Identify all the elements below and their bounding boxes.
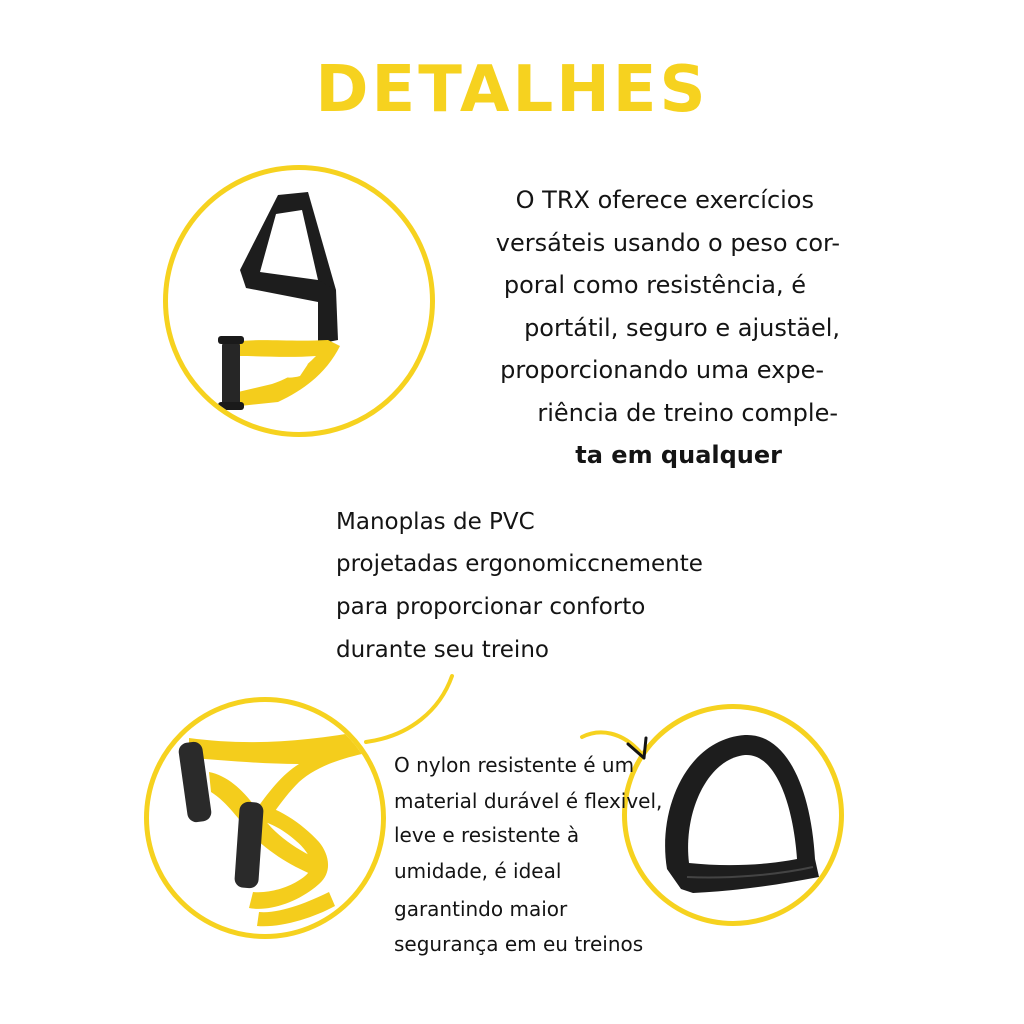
- handles-line: projetadas ergonomiccnemente: [336, 551, 703, 577]
- curved-arrow: [582, 732, 646, 758]
- handles-line: durante seu treino: [336, 637, 549, 663]
- handles-line: Manoplas de PVC: [336, 509, 535, 535]
- page-title: DETALHES: [315, 53, 709, 127]
- nylon-line: O nylon resistente é um: [394, 753, 635, 777]
- nylon-line: leve e resistente à: [394, 823, 580, 847]
- intro-line: portátil, seguro e ajustäel,: [524, 314, 840, 342]
- intro-line: proporcionando uma expe-: [500, 356, 824, 384]
- curved-pointer-line: [366, 676, 452, 742]
- nylon-line: garantindo maior: [394, 897, 568, 921]
- intro-line-bold: ta em qualquer: [575, 441, 782, 469]
- nylon-line: segurança em eu treinos: [394, 932, 644, 956]
- intro-line: versáteis usando o peso cor-: [495, 229, 840, 257]
- handles-line: para proporcionar conforto: [336, 594, 646, 620]
- intro-line: riência de treino comple-: [537, 399, 838, 427]
- intro-line: O TRX oferece exercícios: [515, 186, 814, 214]
- intro-line: poral como resistência, é: [503, 271, 806, 299]
- nylon-line: material durável é flexivel,: [394, 789, 663, 813]
- nylon-line: umidade, é ideal: [394, 859, 562, 883]
